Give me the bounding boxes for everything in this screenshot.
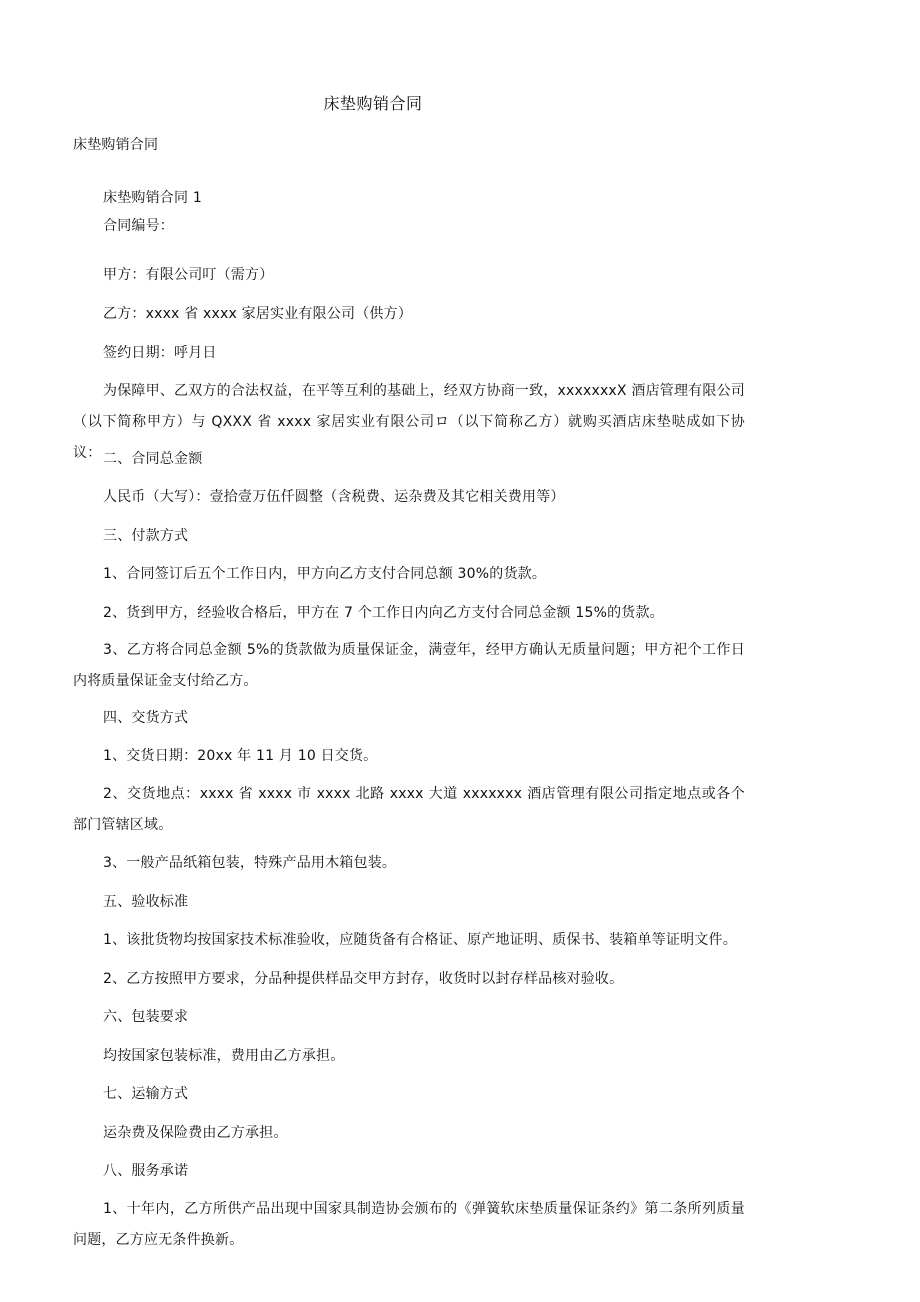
paragraph: 1、十年内，乙方所供产品出现中国家具制造协会颁布的《弹簧软床垫质量保证条约》第二条所列质量问题，乙方应无条件换新。 [73, 1201, 745, 1248]
paragraph: 2、货到甲方，经验收合格后，甲方在 7 个工作日内向乙方支付合同总金额 15%的货款。 [103, 605, 664, 621]
paragraph: 1、该批货物均按国家技术标准验收，应随货备有合格证、原产地证明、质保书、装箱单等证明文件。 [103, 932, 737, 948]
section-heading: 六、包装要求 [103, 1009, 189, 1025]
section-heading: 八、服务承诺 [103, 1163, 189, 1179]
paragraph: 1、合同签订后五个工作日内，甲方向乙方支付合同总额 30%的货款。 [103, 566, 547, 582]
section-heading: 三、付款方式 [103, 528, 189, 544]
paragraph: 1、交货日期：20xx 年 11 月 10 日交货。 [103, 748, 378, 764]
section-heading: 四、交货方式 [103, 710, 189, 726]
party-a: 甲方：有限公司叮（需方） [103, 267, 274, 283]
paragraph: 3、乙方将合同总金额 5%的货款做为质量保证金，满壹年，经甲方确认无质量问题；甲方祀个工作日内将质量保证金支付给乙方。 [73, 642, 745, 689]
intro-paragraph: 为保障甲、乙双方的合法权益，在平等互利的基础上，经双方协商一致，xxxxxxxX 酒店管理有限公司（以下简称甲方）与 QXXX 省 xxxx 家居实业有限公司ロ（以下简称乙方）就购买酒店床垫哒成如下协议： [73, 383, 745, 461]
contract-name: 床垫购销合同 1 [103, 190, 202, 206]
party-b: 乙方：xxxx 省 xxxx 家居实业有限公司（供方） [103, 306, 413, 322]
contract-number-label: 合同编号： [103, 218, 174, 234]
section-heading: 五、验收标准 [103, 894, 189, 910]
paragraph: 3、一般产品纸箱包装，特殊产品用木箱包装。 [103, 855, 397, 871]
sign-date: 签约日期：呼月日 [103, 345, 217, 361]
document-title: 床垫购销合同 [323, 94, 423, 113]
paragraph: 均按国家包装标准，费用由乙方承担。 [103, 1048, 345, 1064]
paragraph: 运杂费及保险费由乙方承担。 [103, 1125, 288, 1141]
document-subtitle: 床垫购销合同 [73, 137, 159, 153]
paragraph: 2、交货地点：xxxx 省 xxxx 市 xxxx 北路 xxxx 大道 xxxxxxx 酒店管理有限公司指定地点或各个部门管辖区域。 [73, 786, 745, 833]
section-heading: 二、合同总金额 [103, 451, 203, 467]
paragraph: 2、乙方按照甲方要求，分品种提供样品交甲方封存，收货时以封存样品核对验收。 [103, 971, 624, 987]
section-heading: 七、运输方式 [103, 1086, 189, 1102]
paragraph: 人民币（大写）：壹拾壹万伍仟圆整（含税费、运杂费及其它相关费用等） [103, 489, 565, 505]
